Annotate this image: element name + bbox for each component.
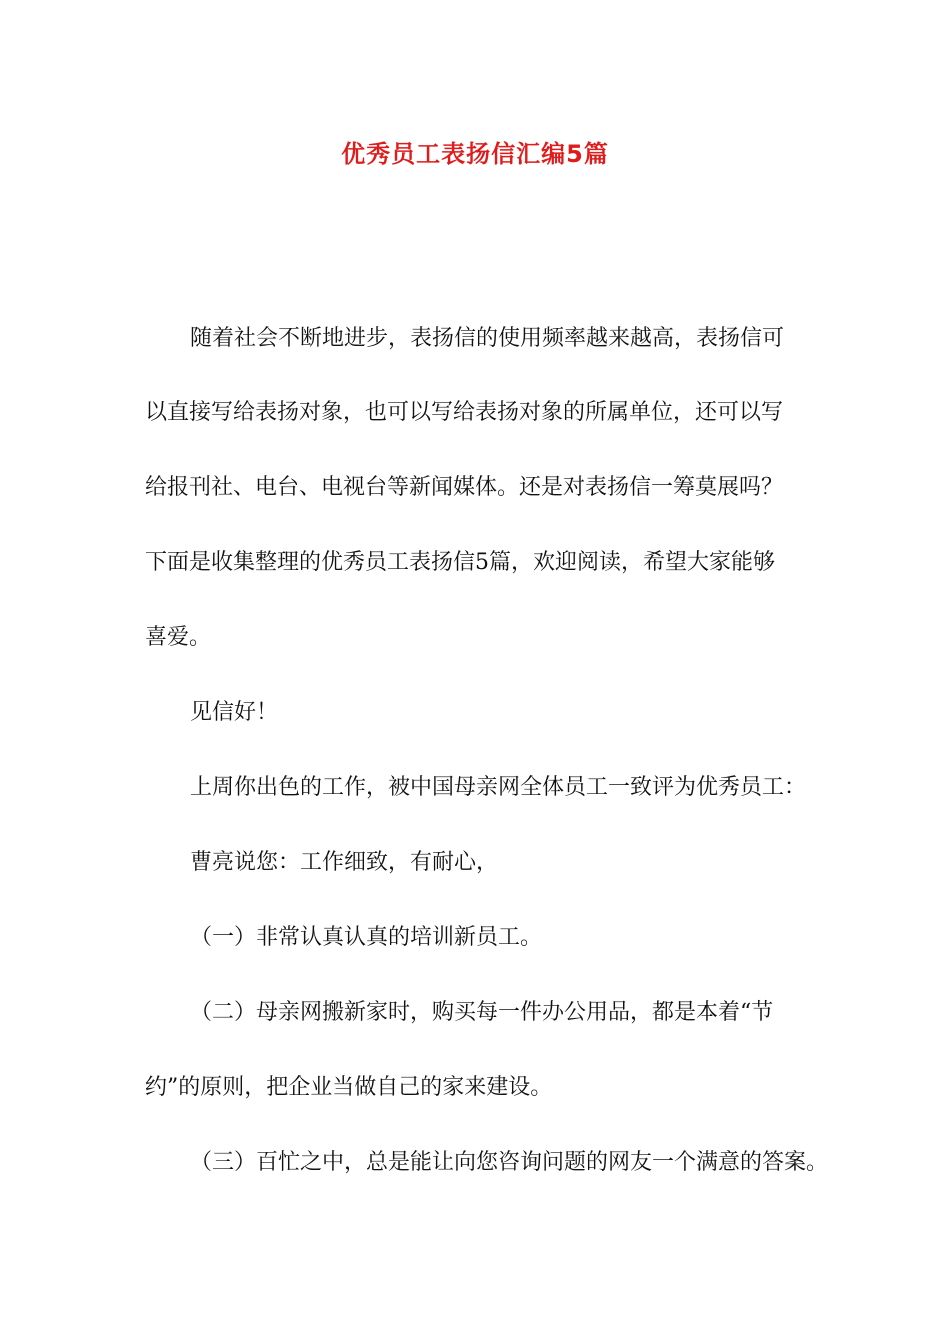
- list-item-line: （二）母亲网搬新家时，购买每一件办公用品，都是本着“节: [190, 1000, 774, 1025]
- paragraph-line: 上周你出色的工作，被中国母亲网全体员工一致评为优秀员工：: [190, 775, 807, 800]
- paragraph-line: 给报刊社、电台、电视台等新闻媒体。还是对表扬信一筹莫展吗？: [145, 475, 784, 500]
- list-item-line: （一）非常认真认真的培训新员工。: [190, 925, 543, 950]
- paragraph-line: 曹亮说您：工作细致，有耐心，: [190, 850, 499, 875]
- list-item-line: 约”的原则，把企业当做自己的家来建设。: [145, 1075, 553, 1100]
- list-item-line: （三）百忙之中，总是能让向您咨询问题的网友一个满意的答案。: [190, 1150, 829, 1175]
- paragraph-line: 以直接写给表扬对象，也可以写给表扬对象的所属单位，还可以写: [145, 400, 784, 425]
- document-title: 优秀员工表扬信汇编5篇: [341, 140, 609, 168]
- greeting-line: 见信好！: [190, 700, 279, 725]
- paragraph-line: 随着社会不断地进步，表扬信的使用频率越来越高，表扬信可: [190, 326, 785, 351]
- paragraph-line: 喜爱。: [145, 625, 212, 650]
- paragraph-line: 下面是收集整理的优秀员工表扬信5篇，欢迎阅读，希望大家能够: [145, 550, 775, 575]
